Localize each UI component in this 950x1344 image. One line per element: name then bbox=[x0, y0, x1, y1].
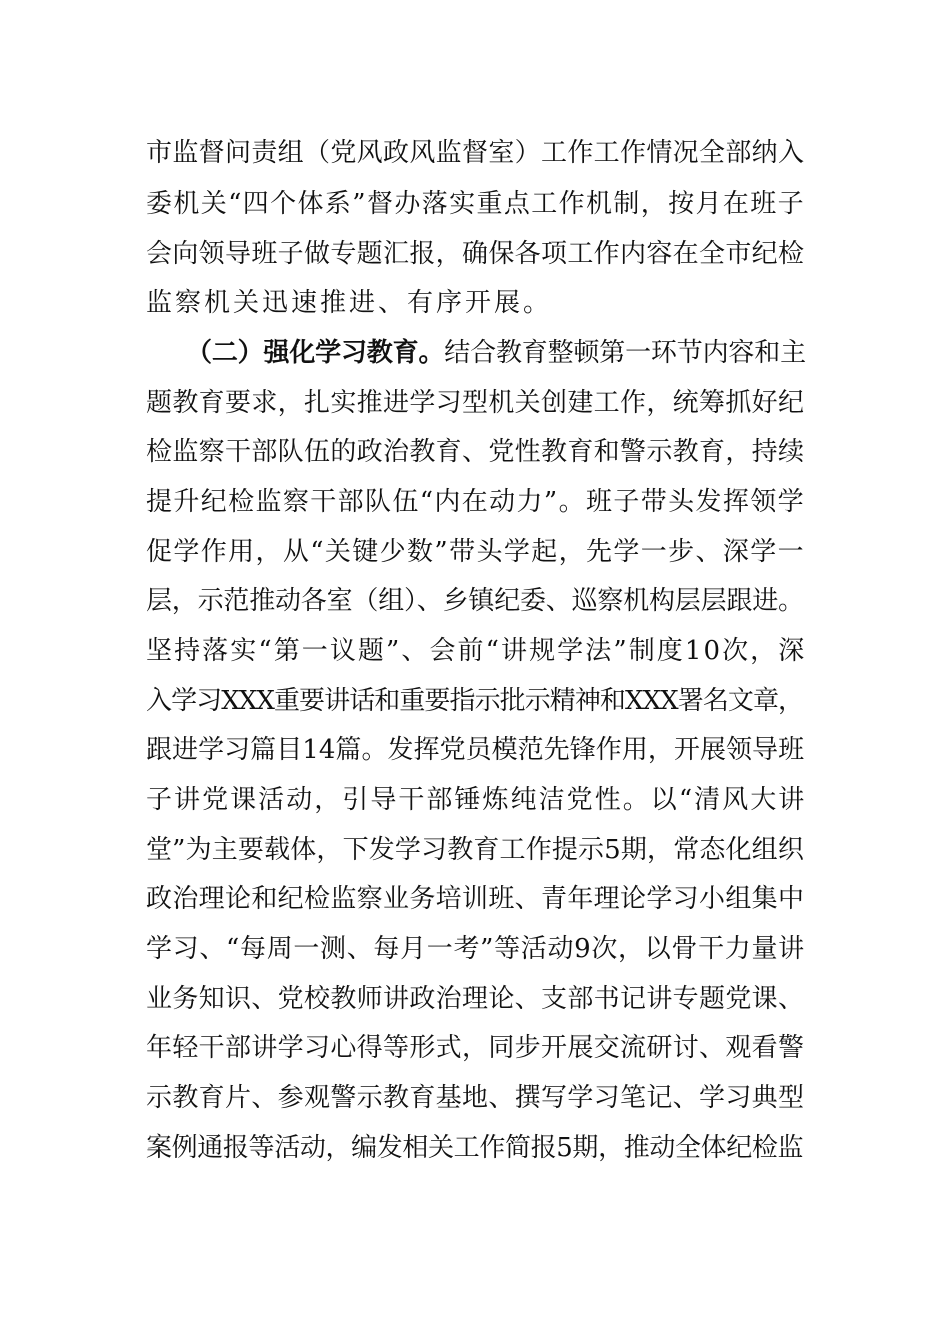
section-heading: （二）强化学习教育。 bbox=[186, 338, 445, 368]
text-line: 案例通报等活动，编发相关工作简报5期，推动全体纪检监 bbox=[146, 1133, 804, 1163]
text-line: 监察机关迅速推进、有序开展。 bbox=[146, 288, 553, 318]
section-lead-text: 结合教育整顿第一环节内容和主 bbox=[444, 338, 806, 368]
section-line bbox=[186, 338, 806, 368]
text-line: 跟进学习篇目14篇。发挥党员模范先锋作用，开展领导班 bbox=[146, 735, 805, 765]
text-line: 政治理论和纪检监察业务培训班、青年理论学习小组集中 bbox=[146, 884, 805, 914]
text-line: 促学作用，从“关键少数”带头学起，先学一步、深学一 bbox=[146, 537, 805, 567]
text-line: 年轻干部讲学习心得等形式，同步开展交流研讨、观看警 bbox=[146, 1033, 805, 1063]
text-line: 层，示范推动各室（组）、乡镇纪委、巡察机构层层跟进。 bbox=[146, 586, 804, 616]
text-line: 入学习XXX重要讲话和重要指示批示精神和XXX署名文章， bbox=[146, 686, 804, 716]
text-line: 坚持落实“第一议题”、会前“讲规学法”制度10次，深 bbox=[146, 636, 807, 666]
text-line: 委机关“四个体系”督办落实重点工作机制，按月在班子 bbox=[146, 189, 805, 219]
text-line: 学习、“每周一测、每月一考”等活动9次，以骨干力量讲 bbox=[146, 934, 805, 964]
text-line: 会向领导班子做专题汇报，确保各项工作内容在全市纪检 bbox=[146, 239, 805, 269]
text-line: 示教育片、参观警示教育基地、撰写学习笔记、学习典型 bbox=[146, 1083, 805, 1113]
text-line: 子讲党课活动，引导干部锤炼纯洁党性。以“清风大讲 bbox=[146, 785, 807, 815]
text-line: 提升纪检监察干部队伍“内在动力”。班子带头发挥领学 bbox=[146, 487, 805, 517]
text-line: 题教育要求，扎实推进学习型机关创建工作，统筹抓好纪 bbox=[146, 388, 805, 418]
text-line: 堂”为主要载体，下发学习教育工作提示5期，常态化组织 bbox=[146, 835, 804, 865]
text-line: 业务知识、党校教师讲政治理论、支部书记讲专题党课、 bbox=[146, 984, 805, 1014]
text-line: 检监察干部队伍的政治教育、党性教育和警示教育，持续 bbox=[146, 437, 805, 467]
text-line: 市监督问责组（党风政风监督室）工作工作情况全部纳入 bbox=[146, 138, 805, 168]
